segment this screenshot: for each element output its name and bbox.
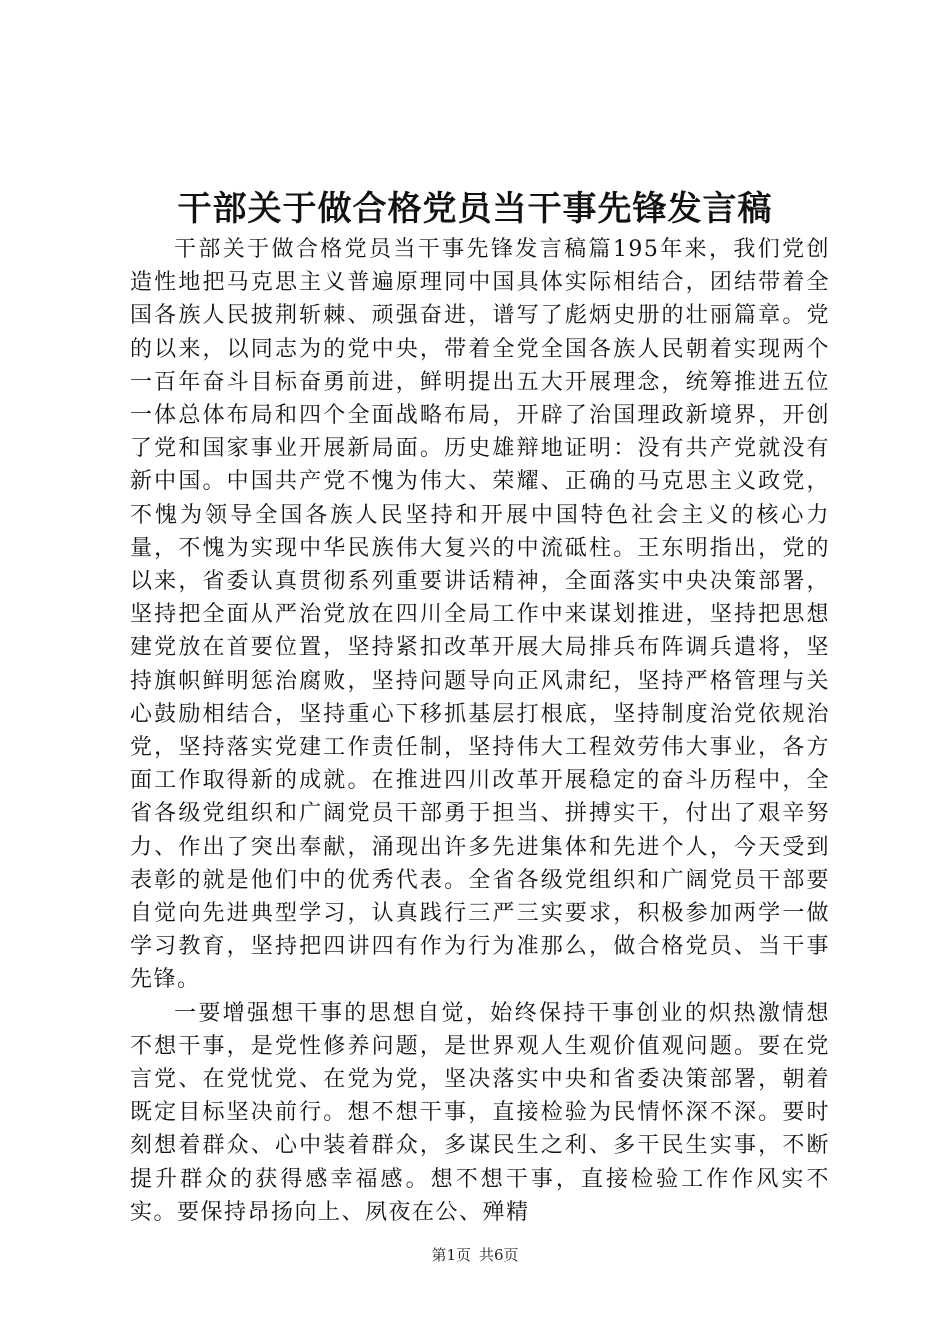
body-paragraph-1: 干部关于做合格党员当干事先锋发言稿篇195年来，我们党创造性地把马克思主义普遍原理同中国具体实际相结合，团结带着全国各族人民披荆斩棘、顽强奋进，谱写了彪炳史册的壮丽篇章。党的以来，以同志为的党中央，带着全党全国各族人民朝着实现两个一百年奋斗目标奋勇前进，鲜明提出五大开展理念，统筹推进五位一体总体布局和四个全面战略布局，开辟了治国理政新境界，开创了党和国家事业开展新局面。历史雄辩地证明：没有共产党就没有新中国。中国共产党不愧为伟大、荣耀、正确的马克思主义政党，不愧为领导全国各族人民坚持和开展中国特色社会主义的核心力量，不愧为实现中华民族伟大复兴的中流砥柱。王东明指出，党的以来，省委认真贯彻系列重要讲话精神，全面落实中央决策部署，坚持把全面从严治党放在四川全局工作中来谋划推进，坚持把思想建党放在首要位置，坚持紧扣改革开展大局排兵布阵调兵遣将，坚持旗帜鲜明惩治腐败，坚持问题导向正风肃纪，坚持严格管理与关心鼓励相结合，坚持重心下移抓基层打根底，坚持制度治党依规治党，坚持落实党建工作责任制，坚持伟大工程效劳伟大事业，各方面工作取得新的成就。在推进四川改革开展稳定的奋斗历程中，全省各级党组织和广阔党员干部勇于担当、拼搏实干，付出了艰辛努力、作出了突出奉献，涌现出许多先进集体和先进个人，今天受到表彰的就是他们中的优秀代表。全省各级党组织和广阔党员干部要自觉向先进典型学习，认真践行三严三实要求，积极参加两学一做学习教育，坚持把四讲四有作为行为准那么，做合格党员、当干事先锋。 [130, 237, 830, 993]
body-paragraph-2: 一要增强想干事的思想自觉，始终保持干事创业的炽热激情想不想干事，是党性修养问题，是世界观人生观价值观问题。要在党言党、在党忧党、在党为党，坚决落实中央和省委决策部署，朝着既定目标坚决前行。想不想干事，直接检验为民情怀深不深。要时刻想着群众、心中装着群众，多谋民生之利、多干民生实事，不断提升群众的获得感幸福感。想不想干事，直接检验工作作风实不实。要保持昂扬向上、夙夜在公、殚精 [130, 1000, 830, 1225]
document-body [130, 233, 830, 1229]
page-number: 第1页 [431, 1246, 471, 1264]
page-total: 共6页 [479, 1246, 519, 1264]
document-title: 干部关于做合格党员当干事先锋发言稿 [177, 189, 773, 229]
page-footer [0, 1245, 950, 1265]
